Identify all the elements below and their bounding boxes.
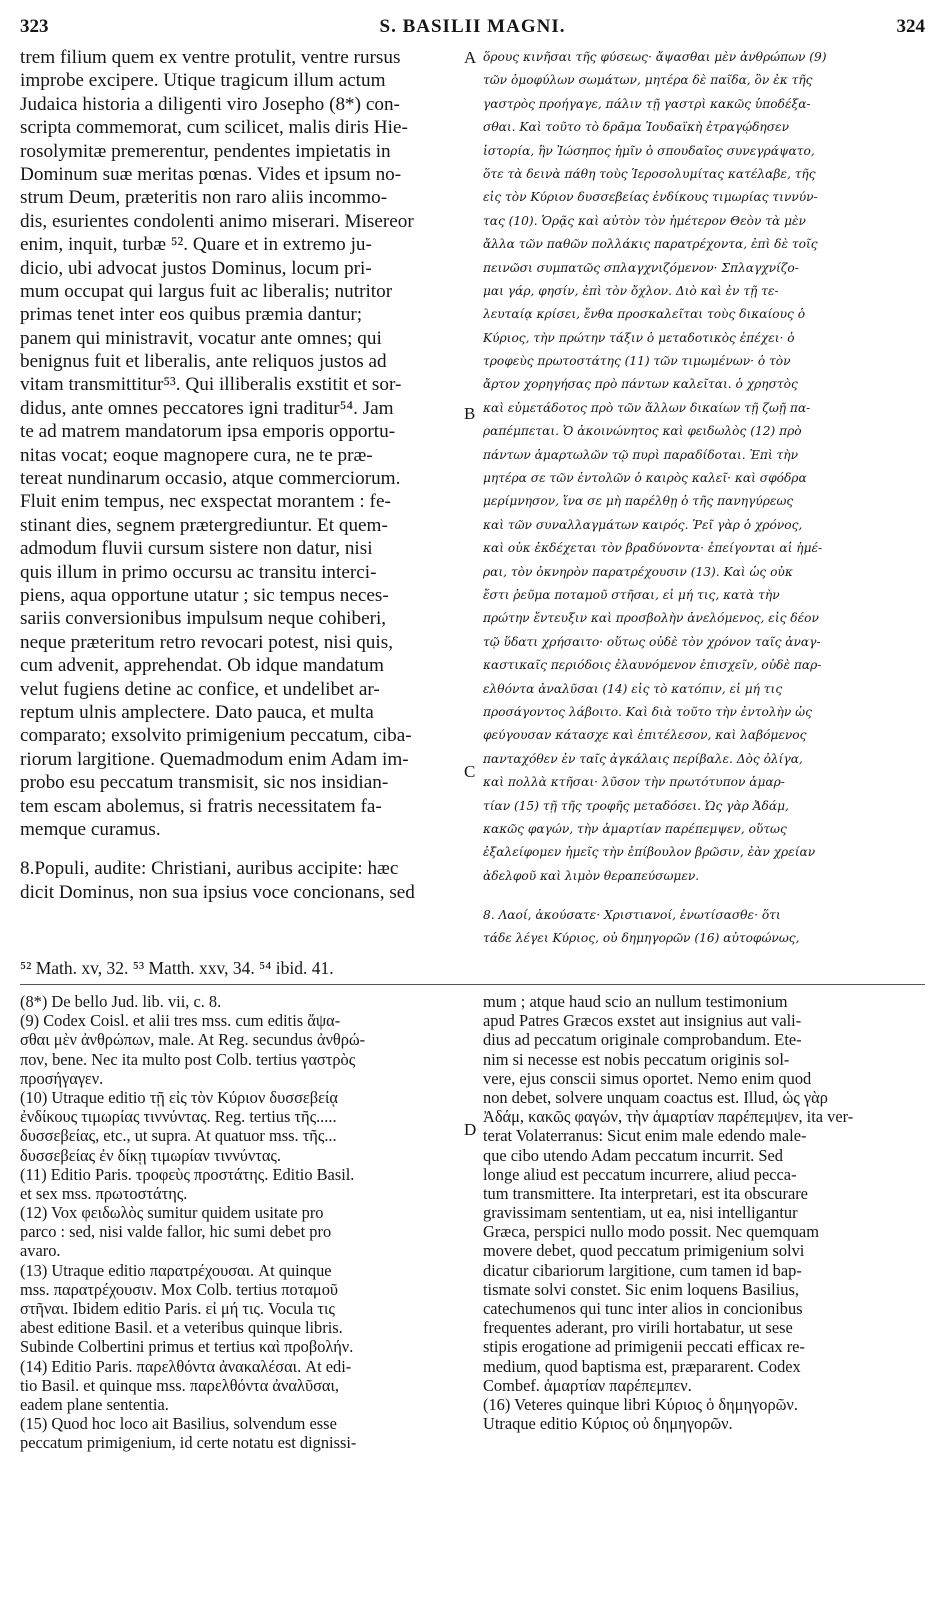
greek-text-line: καστικαῖς περιόδοις ἐλαυνόμενον ἐπισχεῖν, οὐδὲ παρ- xyxy=(483,658,822,673)
greek-text-line: καὶ τῶν συναλλαγμάτων καιρός. Ῥεῖ γὰρ ὁ χρόνος, xyxy=(483,517,803,532)
greek-text-line: ελθόντα ἀναλῦσαι (14) εἰς τὸ κατόπιν, εἰ μή τις xyxy=(483,681,783,696)
latin-text-line: Fluit enim tempus, nec exspectat morantem : fe- xyxy=(20,491,391,513)
greek-text-line: ὅτε τὰ δεινὰ πάθη τοὺς Ἱεροσολυμίτας κατέλαβε, τῆς xyxy=(483,166,816,181)
greek-text-line: πανταχόθεν ἐν ταῖς ἀγκάλαις περίβαλε. Δὸς ὀλίγα, xyxy=(483,751,803,766)
greek-text-line: γαστρὸς προήγαγε, πάλιν τῇ γαστρὶ κακῶς ὑποδέξα- xyxy=(483,96,811,111)
latin-text-line: dis, esurientes condolenti animo miserari. Misereor xyxy=(20,210,414,232)
footnote-line: Ἀδάμ, κακῶς φαγών, τὴν ἁμαρτίαν παρέπεμψεν, ita ver- xyxy=(483,1107,854,1127)
greek-text-line: ἄλλα τῶν παθῶν πολλάκις παρατρέχοντα, ἐπὶ δὲ τοῖς xyxy=(483,237,818,252)
latin-text-line: primas tenet inter eos quibus præmia dantur; xyxy=(20,304,363,326)
latin-text-line: quis illum in primo occursu ac transitu interci- xyxy=(20,561,377,583)
greek-text-line: μερίμνησον, ἵνα σε μὴ παρέλθῃ ὁ τῆς πανηγύρεως xyxy=(483,494,794,509)
paragraph-gap xyxy=(483,888,925,904)
greek-text-line: κακῶς φαγών, τὴν ἁμαρτίαν παρέπεμψεν, οὕτως xyxy=(483,821,787,836)
footnote-line: ἐνδίκους τιμωρίας τιννύντας. Reg. tertius τῆς..... xyxy=(20,1107,337,1127)
greek-text-line: καὶ πολλὰ κτῆσαι· λῦσον τὴν πρωτότυπον ἁμαρ- xyxy=(483,775,785,790)
latin-text-line: rosolymitæ premerentur, pendentes impietatis in xyxy=(20,140,391,162)
latin-text-line: sariis conversionibus impulsum neque cohiberi, xyxy=(20,608,387,630)
greek-text-line: ραι, τὸν ὀκνηρὸν παρατρέχουσιν (13). Καὶ ὡς οὐκ xyxy=(483,564,793,579)
latin-text-line: piens, aqua opportune utatur ; sic tempus neces- xyxy=(20,584,389,606)
latin-text-line: benignus fuit et liberalis, ante reliquos justos ad xyxy=(20,351,387,373)
latin-text-line: improbe excipere. Utique tragicum illum actum xyxy=(20,70,386,92)
greek-text-line: καὶ εὐμετάδοτος πρὸ τῶν ἄλλων δικαίων τῇ ζωῇ πα- xyxy=(483,400,811,415)
footnote-line: tismate solvi constet. Sic enim loquens Basilius, xyxy=(483,1279,799,1299)
greek-text-line: πάντων ἁμαρτωλῶν τῷ πυρὶ παραδίδοται. Ἐπὶ τὴν xyxy=(483,447,799,462)
margin-marker: A xyxy=(464,48,477,67)
latin-text-line: admodum fluvii cursum sistere non datur, nisi xyxy=(20,538,373,560)
footnote-line: Græca, perspici nullo modo possit. Nec quemquam xyxy=(483,1222,819,1242)
latin-text-line: strum Deum, præteritis non raro aliis incommo- xyxy=(20,187,388,209)
greek-text-line: ἄρτον χορηγήσας πρὸ πάντων καλεῖται. ὁ χρηστὸς xyxy=(483,377,798,392)
footnote-line: (13) Utraque editio παρατρέχουσαι. At quinque xyxy=(20,1260,332,1280)
footnote-line: peccatum primigenium, id certe notatu est dignissi- xyxy=(20,1433,357,1453)
latin-text-line: dicit Dominus, non sua ipsius voce concionans, sed xyxy=(20,881,415,903)
footnote-line: Utraque editio Κύριος οὐ δημηγορῶν. xyxy=(483,1414,733,1434)
greek-text-line: μητέρα σε τῶν ἐντολῶν ὁ καιρὸς καλεῖ· καὶ σφόδρα xyxy=(483,471,807,486)
latin-text-line: riorum largitione. Quemadmodum enim Adam im- xyxy=(20,748,409,770)
greek-text-line: φεύγουσαν κάτασχε καὶ ἐπιτέλεσον, καὶ λαβόμενος xyxy=(483,728,807,743)
footnote-line: (10) Utraque editio τῇ εἰς τὸν Κύριον δυσσεβείᾳ xyxy=(20,1087,339,1107)
page-header xyxy=(20,16,925,40)
margin-marker: C xyxy=(464,762,476,781)
footnote-line: (9) Codex Coisl. et alii tres mss. cum editis ἄψα- xyxy=(20,1011,341,1031)
footnotes-left-column xyxy=(20,992,462,1453)
footnote-line: longe aliud est peccatum incurrere, aliud pecca- xyxy=(483,1164,797,1184)
latin-text-line: stinant dies, segnem prætergrediuntur. Et quem- xyxy=(20,514,388,536)
footnote-line: Combef. ἁμαρτίαν παρέπεμπεν. xyxy=(483,1375,692,1395)
page-number-right: 324 xyxy=(896,16,925,37)
footnote-divider xyxy=(20,984,925,985)
latin-text-line: tereat nundinarum occasio, atque commerciorum. xyxy=(20,468,401,490)
greek-text-line: ἐξαλείφομεν ἡμεῖς τὴν ἐπίβουλον βρῶσιν, ἐὰν χρείαν xyxy=(483,845,816,860)
latin-text-line: Judaica historia a diligenti viro Josepho (8*) con- xyxy=(20,93,400,115)
footnote-line: que cibo utendo Adam peccatum incurrit. Sed xyxy=(483,1145,783,1165)
footnote-line: apud Patres Græcos exstet aut insignius aut vali- xyxy=(483,1011,802,1031)
footnote-line: mum ; atque haud scio an nullum testimonium xyxy=(483,992,788,1011)
footnote-line: σθαι μὲν ἀνθρώπων, male. At Reg. secundus ἀνθρώ- xyxy=(20,1030,366,1050)
footnote-line: et sex mss. πρωτοστάτης. xyxy=(20,1183,188,1203)
footnotes-right-column xyxy=(483,992,925,1433)
footnote-line: (15) Quod hoc loco ait Basilius, solvendum esse xyxy=(20,1414,337,1434)
footnote-line: δυσσεβείας, etc., ut supra. At quatuor mss. τῆς... xyxy=(20,1126,337,1146)
greek-text-line: τας (10). Ὁρᾷς καὶ αὐτὸν τὸν ἡμέτερον Θεὸν τὰ μὲν xyxy=(483,213,806,228)
greek-text-line: ἔστι ῥεῦμα ποταμοῦ στῆσαι, εἰ μή τις, κατὰ τὴν xyxy=(483,587,780,602)
footnote-line: tum transmittere. Ita interpretari, est ita obscurare xyxy=(483,1183,808,1203)
latin-text-line: mum occupat qui largus fuit ac liberalis; nutritor xyxy=(20,280,393,302)
greek-text-line: τῷ ὕδατι χρήσαιτο· οὕτως οὐδὲ τὸν χρόνον ταῖς ἀναγ- xyxy=(483,634,821,649)
footnote-line: (8*) De bello Jud. lib. vii, c. 8. xyxy=(20,992,222,1011)
greek-text-line: ὅρους κινῆσαι τῆς φύσεως· ἄψασθαι μὲν ἀνθρώπων (9) xyxy=(483,50,827,64)
greek-text-line: εἰς τὸν Κύριον δυσσεβείας ἐνδίκους τιμωρίας τιννύν- xyxy=(483,190,818,205)
latin-text-line: te ad matrem mandatorum ipsa emporis opportu- xyxy=(20,421,396,443)
footnote-line: (12) Vox φειδωλὸς sumitur quidem usitate pro xyxy=(20,1203,324,1223)
greek-text-line: Κύριος, τὴν πρώτην τάξιν ὁ μεταδοτικὸς ἐπέχει· ὁ xyxy=(483,330,795,345)
paragraph-gap xyxy=(20,841,462,857)
greek-column xyxy=(483,46,925,951)
footnote-line: terat Volaterranus: Sicut enim male edendo male- xyxy=(483,1126,807,1146)
latin-text-line: enim, inquit, turbæ ⁵². Quare et in extremo ju- xyxy=(20,234,372,256)
page-number-left: 323 xyxy=(20,16,49,37)
scripture-references: ⁵² Math. xv, 32. ⁵³ Matth. xxv, 34. ⁵⁴ ibid. 41. xyxy=(20,958,334,978)
footnote-line: tio Basil. et quinque mss. παρελθόντα ἀναλῦσαι, xyxy=(20,1375,340,1395)
footnote-line: abest editione Basil. et a veteribus quinque libris. xyxy=(20,1318,343,1338)
latin-text-line: velut fugiens detine ac confice, et undelibet ar- xyxy=(20,678,380,700)
footnote-line: catechumenos qui tunc inter alios in concionibus xyxy=(483,1299,803,1318)
latin-text-line: neque præteritum retro revocari potest, nisi quis, xyxy=(20,631,393,653)
footnote-line: dius ad peccatum originale comprobandum. Ete- xyxy=(483,1030,802,1050)
latin-column xyxy=(20,46,462,904)
greek-text-line: ραπέμπεται. Ὁ ἀκοινώνητος καὶ φειδωλὸς (12) πρὸ xyxy=(483,424,802,439)
greek-text-line: 8. Λαοί, ἀκούσατε· Χριστιανοί, ἐνωτίσασθε· ὅτι xyxy=(483,908,781,923)
running-title: S. BASILII MAGNI. xyxy=(379,16,566,37)
footnote-line: (11) Editio Paris. τροφεὺς προστάτης. Editio Basil. xyxy=(20,1164,355,1184)
footnote-line: Subinde Colbertini primus et tertius καὶ προβολήν. xyxy=(20,1337,354,1357)
footnote-line: mss. παρατρέχουσιν. Mox Colb. tertius ποταμοῦ xyxy=(20,1279,339,1299)
footnote-line: parco : sed, nisi valde fallor, hic sumi debet pro xyxy=(20,1222,332,1242)
footnote-line: stipis erogatione ad primigenii peccati efficax re- xyxy=(483,1337,805,1357)
greek-text-line: τῶν ὁμοφύλων σωμάτων, μητέρα δὲ παῖδα, ὃν ἐκ τῆς xyxy=(483,73,813,88)
margin-marker: D xyxy=(464,1120,477,1139)
footnote-line: δυσσεβείας ἐν δίκῃ τιμωρίαν τιννύντας. xyxy=(20,1145,282,1165)
greek-text-line: σθαι. Καὶ τοῦτο τὸ δρᾶμα Ἰουδαϊκὴ ἐτραγῴδησεν xyxy=(483,120,789,135)
margin-marker: B xyxy=(464,404,476,423)
greek-text-line: καὶ οὐκ ἐκδέχεται τὸν βραδύνοντα· ἐπείγονται αἱ ἡμέ- xyxy=(483,541,823,556)
latin-text-line: trem filium quem ex ventre protulit, ventre rursus xyxy=(20,47,401,68)
greek-text-line: ἱστορία, ἣν Ἰώσηπος ἡμῖν ὁ σπουδαῖος συνεγράψατο, xyxy=(483,143,815,158)
latin-text-line: comparato; exsolvito primigenium peccatum, ciba- xyxy=(20,725,412,747)
greek-text-line: πρώτην ἔντευξιν καὶ προσβολὴν ἀνελόμενος, εἰς δέον xyxy=(483,611,819,626)
footnote-line: πον, bene. Nec ita multo post Colb. tertius γαστρὸς xyxy=(20,1049,356,1069)
footnote-line: medium, quod baptisma est, præpararent. Codex xyxy=(483,1356,801,1376)
latin-text-line: 8.Populi, audite: Christiani, auribus accipite: hæc xyxy=(20,858,399,880)
footnote-line: eadem plane sententia. xyxy=(20,1394,169,1414)
latin-text-line: tem escam abolemus, si fratris necessitatem fa- xyxy=(20,795,382,817)
footnote-line: movere debet, quod peccatum primigenium solvi xyxy=(483,1241,805,1261)
greek-text-line: τίαν (15) τῇ τῆς τροφῆς μεταδόσει. Ὡς γὰρ Ἀδάμ, xyxy=(483,798,789,813)
greek-text-line: τάδε λέγει Κύριος, οὐ δημηγορῶν (16) αὐτοφώνως, xyxy=(483,931,800,946)
latin-text-line: nitas vocat; eoque magnopere cura, ne te præ- xyxy=(20,444,373,466)
greek-text-line: λευταίᾳ κρίσει, ἔνθα προσκαλεῖται τοὺς δικαίους ὁ xyxy=(483,307,806,322)
latin-text-line: didus, ante omnes peccatores igni traditur⁵⁴. Jam xyxy=(20,397,394,419)
footnote-line: vere, ejus conscii simus oportet. Nemo enim quod xyxy=(483,1068,812,1088)
footnote-line: (16) Veteres quinque libri Κύριος ὁ δημηγορῶν. xyxy=(483,1394,798,1414)
latin-text-line: cum advenit, apprehendat. Ob idque mandatum xyxy=(20,655,384,677)
footnote-line: (14) Editio Paris. παρελθόντα ἀνακαλέσαι. At edi- xyxy=(20,1356,352,1376)
greek-text-line: μαι γάρ, φησίν, ἐπὶ τὸν ὄχλον. Διὸ καὶ ἐν τῇ τε- xyxy=(483,283,779,298)
footnote-line: προσήγαγεν. xyxy=(20,1068,104,1088)
latin-text-line: probo esu peccatum transmisit, sic nos insidian- xyxy=(20,772,389,794)
greek-text-line: πεινῶσι συμπατῶς σπλαγχνιζόμενον· Σπλαγχνίζο- xyxy=(483,260,799,275)
greek-text-line: τροφεὺς πρωτοστάτης (11) τῶν τιμωμένων· ὁ τὸν xyxy=(483,354,791,369)
latin-text-line: reptum ulnis amplectere. Dato pauca, et multa xyxy=(20,701,374,723)
footnote-line: nim si necesse est nobis peccatum originis sol- xyxy=(483,1049,790,1069)
greek-text-line: ἀδελφοῦ καὶ λιμὸν θεραπεύσωμεν. xyxy=(483,868,700,883)
latin-text-line: panem qui ministravit, vocatur ante omnes; qui xyxy=(20,327,382,349)
footnote-line: avaro. xyxy=(20,1241,61,1261)
footnote-line: gravissimam sententiam, ut ea, nisi intelligantur xyxy=(483,1203,798,1223)
footnote-line: frequentes aderant, pro virili hortabatur, ut sese xyxy=(483,1318,793,1338)
greek-text-line: προσάγοντος λάβοιτο. Καὶ διὰ τοῦτο τὴν ἐντολὴν ὡς xyxy=(483,704,812,719)
latin-text-line: vitam transmittitur⁵³. Qui illiberalis exstitit et sor- xyxy=(20,374,402,396)
footnote-line: στῆναι. Ibidem editio Paris. εἰ μή τις. Vocula τις xyxy=(20,1299,335,1318)
latin-text-line: memque curamus. xyxy=(20,818,161,840)
latin-text-line: Dominum suæ meritas pœnas. Vides et ipsum no- xyxy=(20,163,402,185)
footnote-line: non debet, solvere unquam coactus est. Illud, ὡς γὰρ xyxy=(483,1087,828,1107)
latin-text-line: scripta commemorat, cum scilicet, malis diris Hie- xyxy=(20,117,408,139)
latin-text-line: dicio, ubi advocat justos Dominus, locum pri- xyxy=(20,257,372,279)
footnote-line: dicatur cibariorum largitione, cum tamen id bap- xyxy=(483,1260,802,1280)
